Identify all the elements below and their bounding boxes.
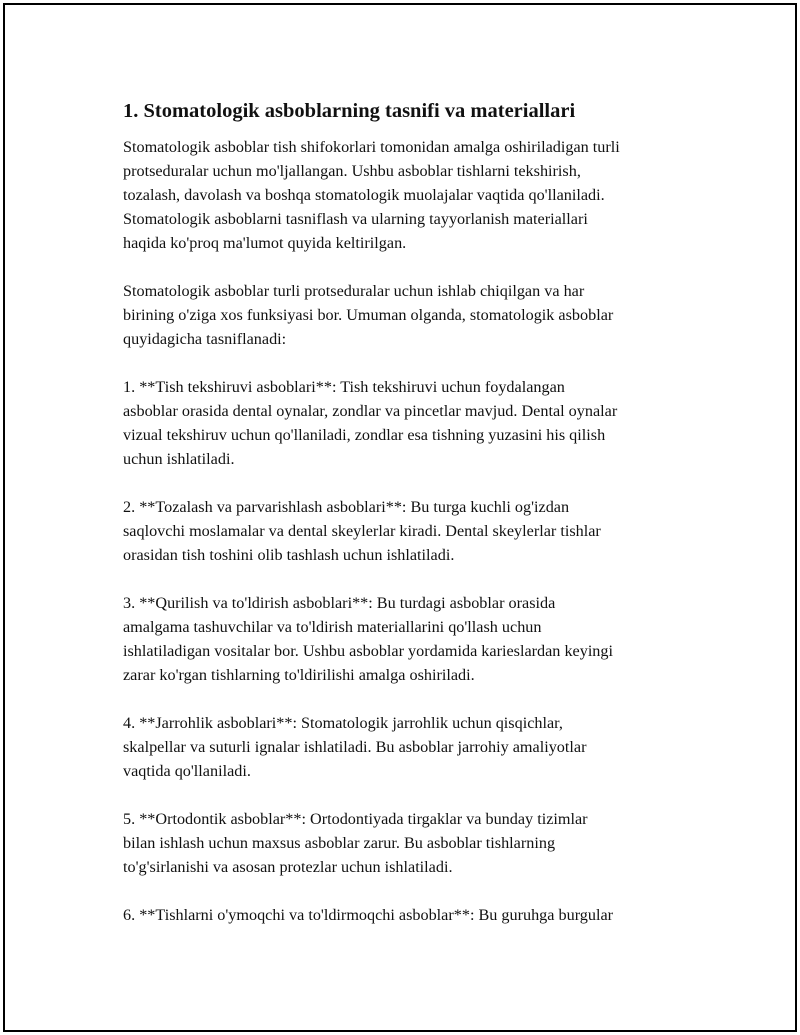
list-item-surgical-tools (123, 711, 703, 783)
text-line: haqida ko'proq ma'lumot quyida keltirilgan. (123, 234, 407, 252)
text-line: quyidagicha tasniflanadi: (123, 330, 287, 348)
text-line: to'g'sirlanishi va asosan protezlar uchun ishlatiladi. (123, 858, 453, 876)
text-line: Stomatologik asboblarni tasniflash va ularning tayyorlanish materiallari (123, 210, 588, 228)
text-line: orasidan tish toshini olib tashlash uchun ishlatiladi. (123, 546, 455, 564)
document-body (123, 97, 703, 951)
list-item-orthodontic-tools (123, 807, 703, 879)
text-line: uchun ishlatiladi. (123, 450, 235, 468)
list-item-drilling-tools (123, 903, 703, 927)
text-line: vaqtida qo'llaniladi. (123, 762, 251, 780)
text-line: saqlovchi moslamalar va dental skeylerlar kiradi. Dental skeylerlar tishlar (123, 522, 601, 540)
document-title: 1. Stomatologik asboblarning tasnifi va materiallari (123, 100, 576, 122)
text-line: 6. **Tishlarni o'ymoqchi va to'ldirmoqchi asboblar**: Bu guruhga burgular (123, 906, 614, 924)
text-line: 3. **Qurilish va to'ldirish asboblari**: Bu turdagi asboblar orasida (123, 594, 556, 612)
text-line: 2. **Tozalash va parvarishlash asboblari**: Bu turga kuchli og'izdan (123, 498, 570, 516)
text-line: 1. **Tish tekshiruvi asboblari**: Tish tekshiruvi uchun foydalangan (123, 378, 565, 396)
text-line: Stomatologik asboblar turli protseduralar uchun ishlab chiqilgan va har (123, 282, 585, 300)
text-line: asboblar orasida dental oynalar, zondlar va pincetlar mavjud. Dental oynalar (123, 402, 618, 420)
text-line: zarar ko'rgan tishlarning to'ldirilishi amalga oshiriladi. (123, 666, 475, 684)
list-item-filling-tools (123, 591, 703, 687)
text-line: skalpellar va suturli ignalar ishlatiladi. Bu asboblar jarrohiy amaliyotlar (123, 738, 587, 756)
list-item-cleaning-tools (123, 495, 703, 567)
paragraph-intro (123, 135, 703, 255)
text-line: protseduralar uchun mo'ljallangan. Ushbu asboblar tishlarni tekshirish, (123, 162, 581, 180)
list-item-examination-tools (123, 375, 703, 471)
text-line: amalgama tashuvchilar va to'ldirish materiallarini qo'llash uchun (123, 618, 542, 636)
page-frame (3, 3, 797, 1032)
text-line: 4. **Jarrohlik asboblari**: Stomatologik jarrohlik uchun qisqichlar, (123, 714, 563, 732)
text-line: 5. **Ortodontik asboblar**: Ortodontiyada tirgaklar va bunday tizimlar (123, 810, 588, 828)
text-line: bilan ishlash uchun maxsus asboblar zarur. Bu asboblar tishlarning (123, 834, 556, 852)
text-line: ishlatiladigan vositalar bor. Ushbu asboblar yordamida karieslardan keyingi (123, 642, 613, 660)
text-line: birining o'ziga xos funksiyasi bor. Umuman olganda, stomatologik asboblar (123, 306, 614, 324)
text-line: vizual tekshiruv uchun qo'llaniladi, zondlar esa tishning yuzasini his qilish (123, 426, 606, 444)
text-line: Stomatologik asboblar tish shifokorlari tomonidan amalga oshiriladigan turli (123, 138, 620, 156)
paragraph-classification-intro (123, 279, 703, 351)
text-line: tozalash, davolash va boshqa stomatologik muolajalar vaqtida qo'llaniladi. (123, 186, 605, 204)
